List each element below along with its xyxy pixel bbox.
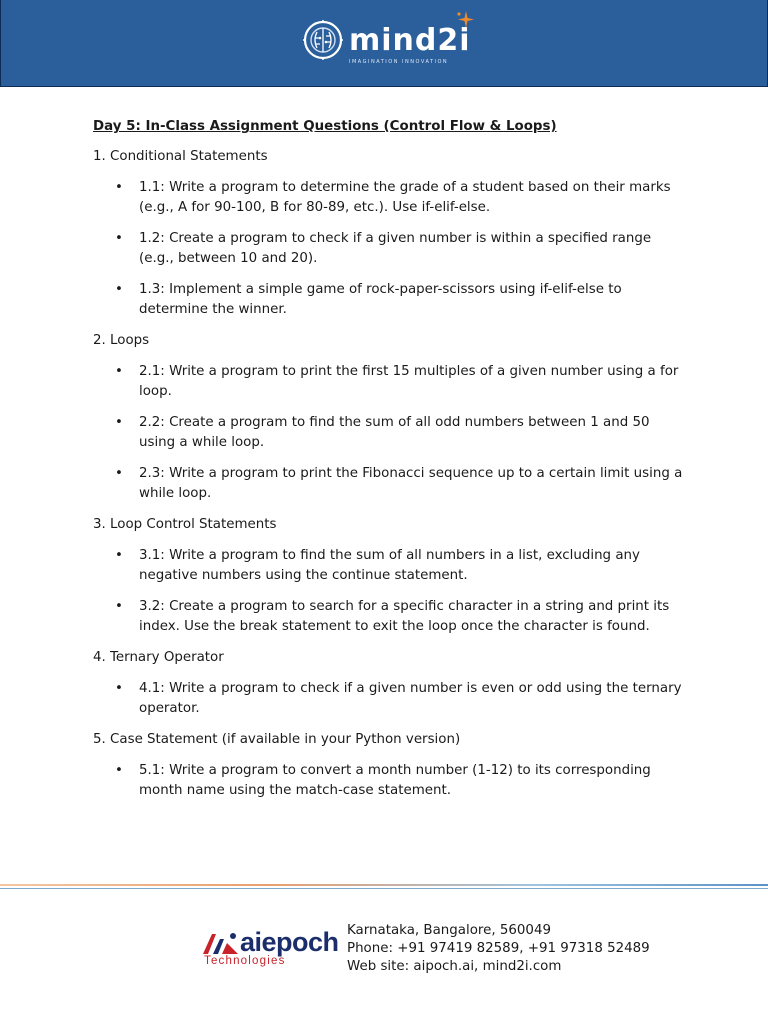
question-text: 3.2: Create a program to search for a specific character in a string and print its index. Use the break statement to exit the loop once the character is found. [139,599,670,634]
question-item [93,362,683,402]
section-loops [93,332,683,504]
question-text: 2.2: Create a program to find the sum of all odd numbers between 1 and 50 using a while loop. [139,415,650,450]
question-text: 1.3: Implement a simple game of rock-paper-scissors using if-elif-else to determine the winner. [139,282,622,317]
question-item [93,413,683,453]
mind2i-logo [301,12,481,74]
question-item [93,546,683,586]
contact-website: Web site: aipoch.ai, mind2i.com [347,959,562,974]
sparkle-icon [455,10,477,32]
question-list [93,679,683,719]
page-header [0,0,768,87]
question-text: 5.1: Write a program to convert a month number (1-12) to its corresponding month name using the match-case statement. [139,763,651,798]
bullet-icon: • [115,364,123,379]
brain-chip-icon [301,18,345,62]
question-item [93,597,683,637]
question-item [93,229,683,269]
bullet-icon: • [115,231,123,246]
bullet-icon: • [115,180,123,195]
contact-phone: Phone: +91 97419 82589, +91 97318 52489 [347,941,650,956]
question-text: 1.2: Create a program to check if a given number is within a specified range (e.g., between 10 and 20). [139,231,652,266]
question-list [93,362,683,504]
question-item [93,761,683,801]
section-conditional-statements [93,148,683,320]
bullet-icon: • [115,548,123,563]
contact-block [347,922,650,976]
bullet-icon: • [115,599,123,614]
brand-word: mind2i [349,23,471,58]
question-list [93,761,683,801]
section-heading: 4. Ternary Operator [93,650,224,665]
section-case-statement [93,731,683,801]
question-list [93,178,683,320]
aiepoch-logo [200,926,339,970]
question-text: 2.1: Write a program to print the first 15 multiples of a given number using a for loop. [139,364,679,399]
section-heading: 1. Conditional Statements [93,149,268,164]
document-title: Day 5: In-Class Assignment Questions (Control Flow & Loops) [93,119,557,134]
bullet-icon: • [115,681,123,696]
question-item [93,464,683,504]
bullet-icon: • [115,466,123,481]
question-text: 3.1: Write a program to find the sum of all numbers in a list, excluding any negative numbers using the continue statement. [139,548,640,583]
aiepoch-mark-icon [202,930,240,956]
question-text: 1.1: Write a program to determine the grade of a student based on their marks (e.g., A for 90-100, B for 80-89, etc.). Use if-elif-else. [139,180,671,215]
footer-divider [0,884,768,886]
aiepoch-sub: Technologies [204,955,286,967]
contact-address: Karnataka, Bangalore, 560049 [347,923,551,938]
section-heading: 5. Case Statement (if available in your Python version) [93,732,461,747]
brand-tagline: IMAGINATION INNOVATION [349,59,449,65]
question-text: 2.3: Write a program to print the Fibonacci sequence up to a certain limit using a while loop. [139,466,683,501]
section-loop-control-statements [93,516,683,637]
question-list [93,546,683,637]
aiepoch-word: aiepoch [240,927,339,957]
section-heading: 3. Loop Control Statements [93,517,277,532]
question-item [93,280,683,320]
bullet-icon: • [115,415,123,430]
section-ternary-operator [93,649,683,719]
bullet-icon: • [115,763,123,778]
section-heading: 2. Loops [93,333,150,348]
question-item [93,679,683,719]
question-text: 4.1: Write a program to check if a given number is even or odd using the ternary operator. [139,681,682,716]
bullet-icon: • [115,282,123,297]
footer-divider-thin [0,888,768,889]
question-item [93,178,683,218]
assignment-content [93,118,683,813]
